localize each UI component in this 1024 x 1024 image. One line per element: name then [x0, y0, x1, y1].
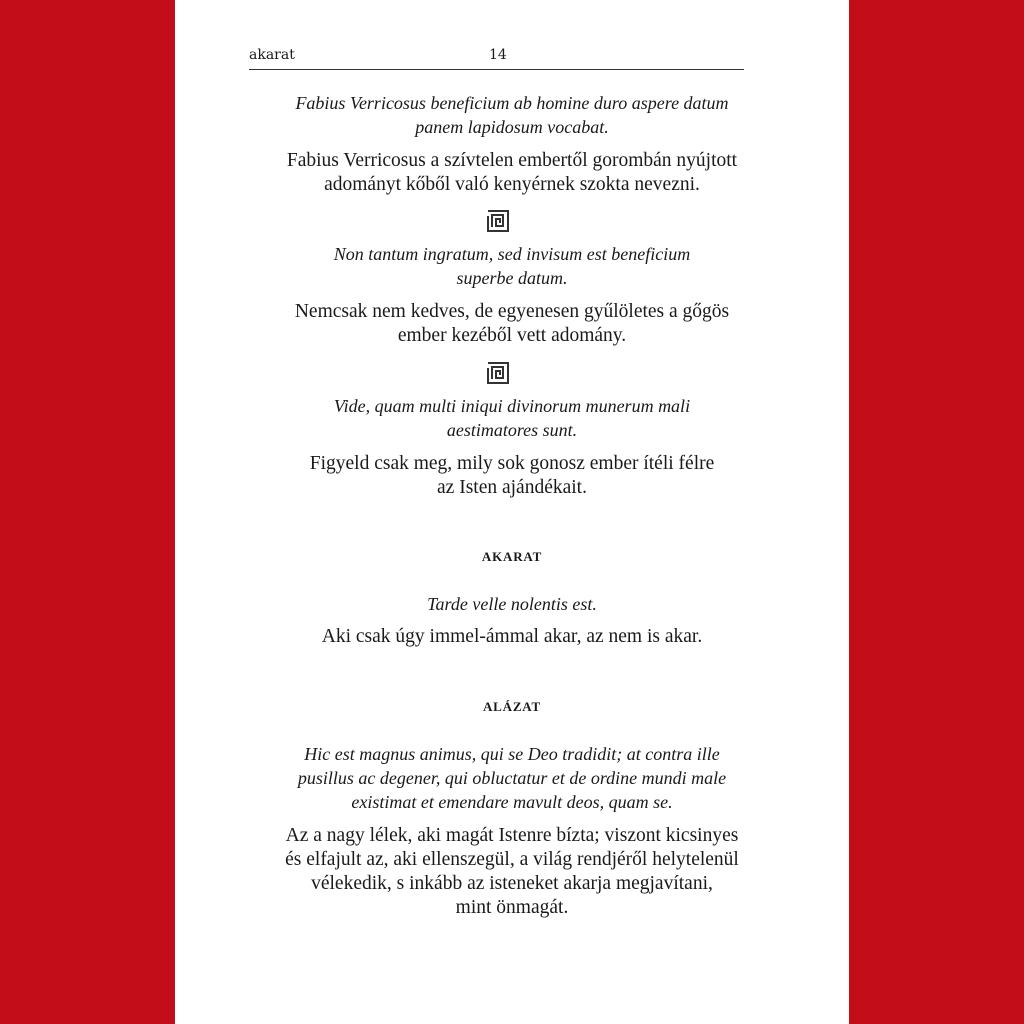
latin-line: Fabius Verricosus beneficium ab homine duro aspere datum — [295, 93, 729, 113]
hungarian-line: és elfajult az, aki ellenszegül, a világ rendjéről helytelenül — [285, 849, 739, 870]
latin-line: existimat et emendare mavult deos, quam se. — [351, 792, 673, 812]
hungarian-line: adományt kőből való kenyérnek szokta nevezni. — [324, 174, 700, 195]
latin-line: pusillus ac degener, qui obluctatur et de ordine mundi male — [297, 768, 727, 788]
hungarian-line: Fabius Verricosus a szívtelen embertől gorombán nyújtott — [286, 150, 738, 171]
section-heading-alazat: ALÁZAT — [482, 699, 541, 714]
hungarian-line: mint önmagát. — [455, 897, 569, 918]
hungarian-line: vélekedik, s inkább az isteneket akarja megjavítani, — [311, 873, 713, 894]
latin-quote-2 — [175, 242, 849, 290]
latin-quote-akarat — [175, 592, 849, 616]
latin-quote-1 — [175, 91, 849, 139]
hungarian-translation-alazat — [175, 824, 849, 920]
greek-key-icon — [487, 362, 509, 384]
hungarian-line: az Isten ajándékait. — [437, 477, 587, 498]
latin-line: Hic est magnus animus, qui se Deo tradidit; at contra ille — [304, 744, 720, 764]
latin-quote-3 — [175, 394, 849, 442]
hungarian-translation-1 — [175, 149, 849, 197]
section-heading-akarat: AKARAT — [481, 549, 543, 564]
book-page — [175, 0, 849, 1024]
latin-quote-alazat — [175, 742, 849, 814]
hungarian-line: ember kezéből vett adomány. — [397, 325, 627, 346]
hungarian-translation-3 — [175, 452, 849, 500]
hungarian-translation-2 — [175, 300, 849, 348]
hungarian-line: Aki csak úgy immel-ámmal akar, az nem is akar. — [321, 626, 703, 647]
hungarian-translation-akarat — [175, 625, 849, 649]
greek-key-icon — [487, 210, 509, 232]
latin-line: Tarde velle nolentis est. — [427, 594, 597, 614]
latin-line: superbe datum. — [456, 268, 568, 288]
latin-line: aestimatores sunt. — [446, 420, 578, 440]
latin-line: panem lapidosum vocabat. — [415, 117, 609, 137]
running-head — [249, 47, 744, 70]
hungarian-line: Nemcsak nem kedves, de egyenesen gyűlöletes a gőgös — [294, 301, 730, 322]
hungarian-line: Az a nagy lélek, aki magát Istenre bízta; viszont kicsinyes — [285, 825, 739, 846]
latin-line: Vide, quam multi iniqui divinorum munerum mali — [333, 396, 691, 416]
latin-line: Non tantum ingratum, sed invisum est beneficium — [333, 244, 691, 264]
running-title: akarat — [249, 47, 295, 63]
page-number: 14 — [489, 47, 507, 63]
hungarian-line: Figyeld csak meg, mily sok gonosz ember ítéli félre — [309, 453, 715, 474]
